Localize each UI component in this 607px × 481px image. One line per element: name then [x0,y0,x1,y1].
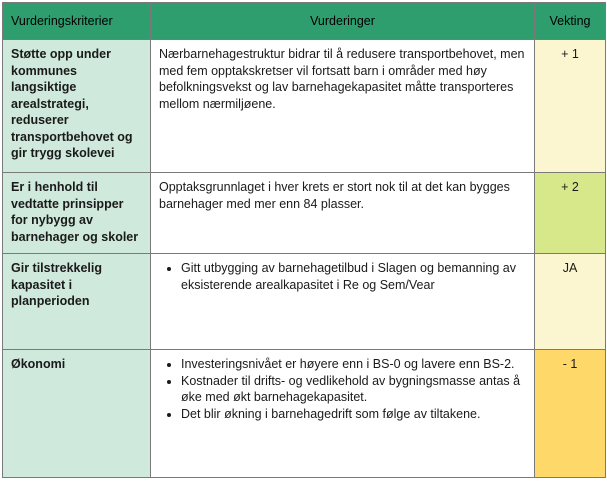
evaluation-cell: Nærbarnehagestruktur bidrar til å redusere transportbehovet, men med fem opptakskretser vil fortsatt barn i områder med høy befolkningsvekst og lav barnehagekapasitet måtte transporteres mellom nærmiljøene. [151,40,535,173]
table-row [3,254,606,350]
list-item: • Investeringsnivået er høyere enn i BS-0 og lavere enn BS-2. [181,356,526,373]
list-item: • Kostnader til drifts- og vedlikehold av bygningsmasse antas å øke med økt barnehagekapasitet. [181,373,526,406]
list-item: • Gitt utbygging av barnehagetilbud i Slagen og bemanning av eksisterende arealkapasitet i Re og Sem/Vear [181,260,526,293]
criterion-cell: Er i henhold til vedtatte prinsipper for nybygg av barnehager og skoler [3,173,151,254]
header-row [3,3,606,40]
evaluation-cell [151,350,535,478]
header-evaluations: Vurderinger [151,3,535,40]
bullet-list [159,260,526,293]
header-weighting: Vekting [535,3,606,40]
weight-cell: JA [535,254,606,350]
bullet-list [159,356,526,422]
evaluation-cell [151,254,535,350]
weight-cell: - 1 [535,350,606,478]
assessment-table [2,2,606,478]
weight-cell: + 2 [535,173,606,254]
criterion-cell: Støtte opp under kommunes langsiktige arealstrategi, reduserer transportbehovet og gir trygg skolevei [3,40,151,173]
criterion-cell: Økonomi [3,350,151,478]
list-item: • Det blir økning i barnehagedrift som følge av tiltakene. [181,406,526,423]
criterion-cell: Gir tilstrekkelig kapasitet i planperioden [3,254,151,350]
table-row [3,40,606,173]
evaluation-cell: Opptaksgrunnlaget i hver krets er stort nok til at det kan bygges barnehager med mer enn 84 plasser. [151,173,535,254]
header-criteria: Vurderingskriterier [3,3,151,40]
table-row [3,350,606,478]
weight-cell: + 1 [535,40,606,173]
table-row [3,173,606,254]
